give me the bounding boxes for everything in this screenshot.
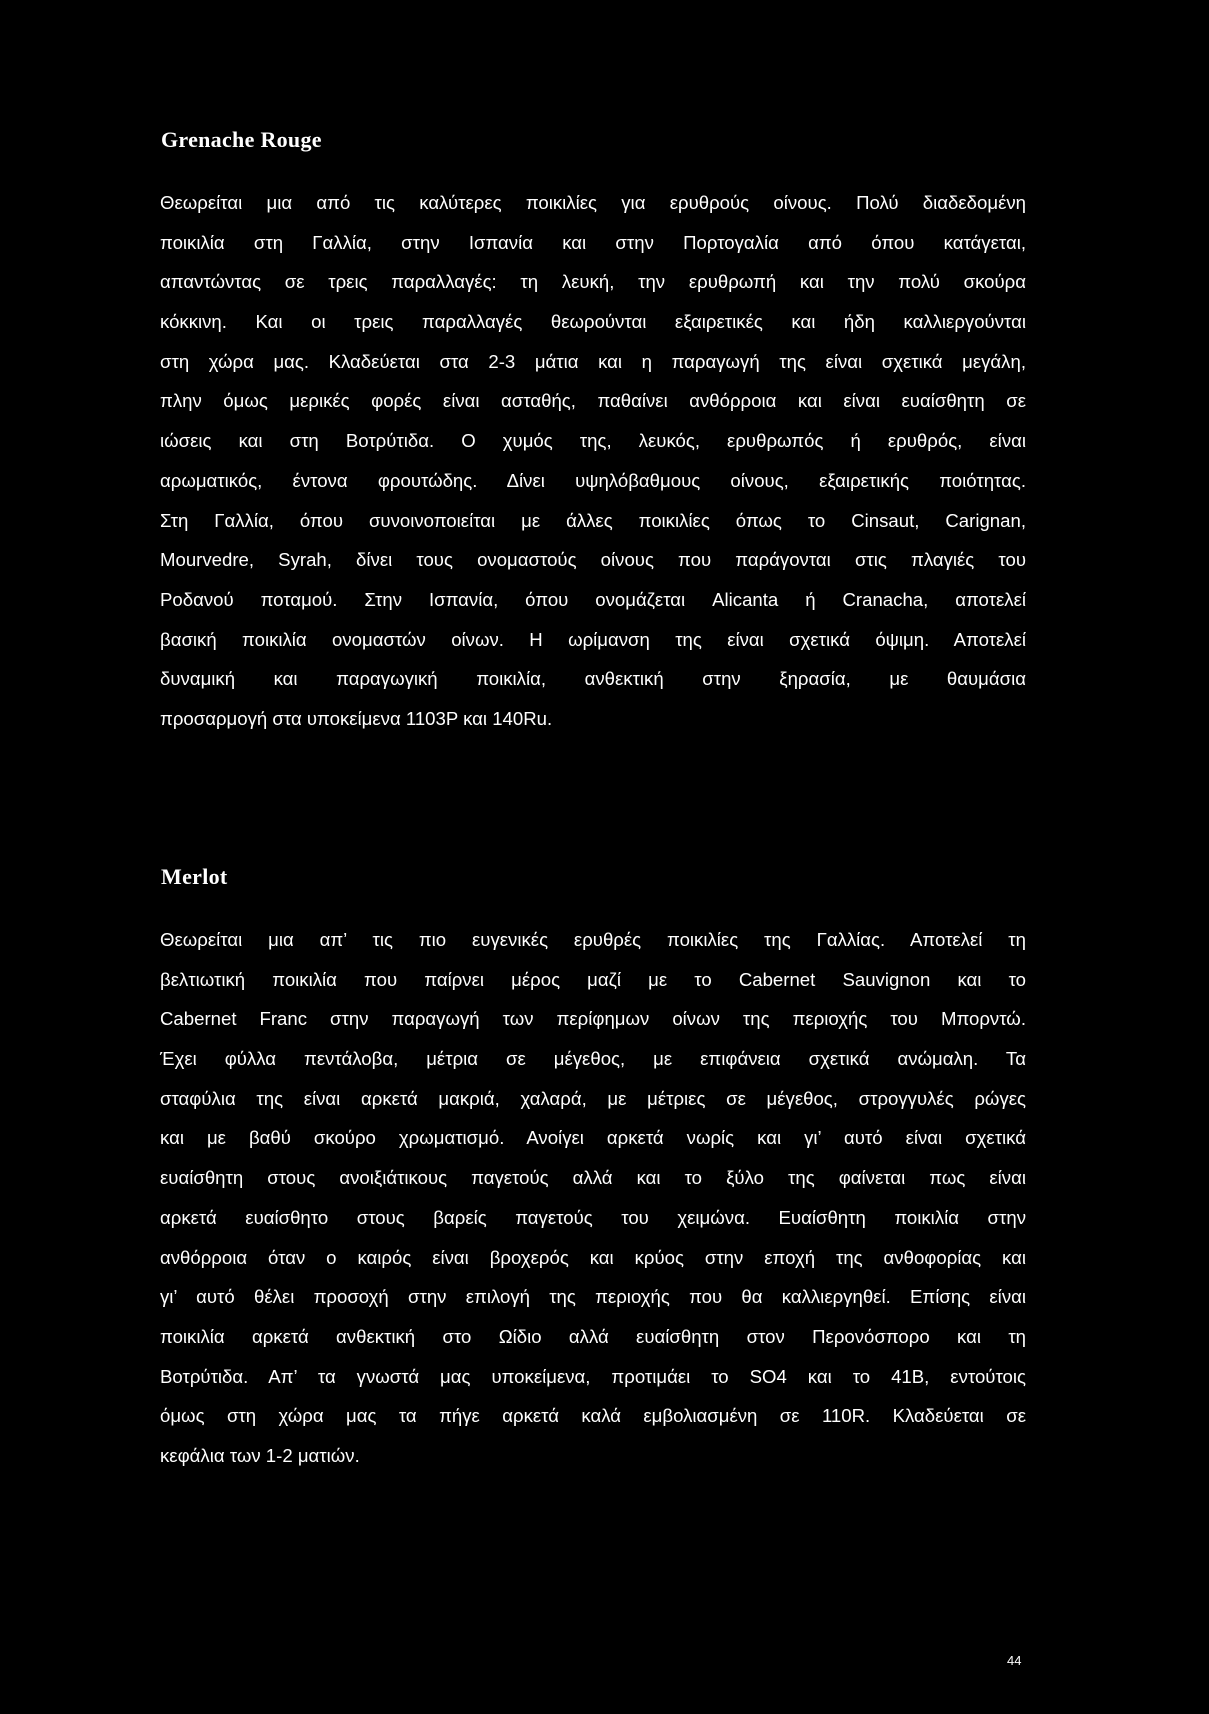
text-line: Έχει φύλλα πεντάλοβα, μέτρια σε μέγεθος, με επιφάνεια σχετικά ανώμαλη. Τα [160, 1048, 1026, 1070]
text-line: αρωματικός, έντονα φρουτώδης. Δίνει υψηλόβαθμους οίνους, εξαιρετικής ποιότητας. [160, 469, 1026, 491]
page-number: 44 [1007, 1653, 1022, 1668]
text-line: σταφύλια της είναι αρκετά μακριά, χαλαρά, με μέτριες σε μέγεθος, στρογγυλές ρώγες [160, 1087, 1026, 1109]
text-line: κεφάλια των 1-2 ματιών. [160, 1444, 360, 1466]
text-line: στη χώρα μας. Κλαδεύεται στα 2-3 μάτια και η παραγωγή της είναι σχετικά μεγάλη, [160, 350, 1026, 372]
text-line: Ροδανού ποταμού. Στην Ισπανία, όπου ονομάζεται Alicanta ή Cranacha, αποτελεί [160, 588, 1026, 610]
text-line: δυναμική και παραγωγική ποικιλία, ανθεκτική στην ξηρασία, με θαυμάσια [160, 668, 1026, 690]
text-line: κόκκινη. Και οι τρεις παραλλαγές θεωρούνται εξαιρετικές και ήδη καλλιεργούνται [160, 311, 1026, 333]
text-line: προσαρμογή στα υποκείμενα 1103P και 140Ru. [160, 707, 553, 729]
section-title-grenache: Grenache Rouge [161, 127, 322, 152]
text-line: αρκετά ευαίσθητο στους βαρείς παγετούς του χειμώνα. Ευαίσθητη ποικιλία στην [160, 1206, 1026, 1228]
text-line: πλην όμως μερικές φορές είναι ασταθής, παθαίνει ανθόρροια και είναι ευαίσθητη σε [160, 390, 1026, 412]
text-line: ποικιλία αρκετά ανθεκτική στο Ωίδιο αλλά ευαίσθητη στον Περονόσπορο και τη [160, 1325, 1026, 1347]
text-line: ιώσεις και στη Βοτρύτιδα. Ο χυμός της, λευκός, ερυθρωπός ή ερυθρός, είναι [160, 430, 1026, 452]
text-line: Θεωρείται μια απ’ τις πιο ευγενικές ερυθρές ποικιλίες της Γαλλίας. Αποτελεί τη [160, 929, 1026, 950]
text-line: Βοτρύτιδα. Απ’ τα γνωστά μας υποκείμενα, προτιμάει το SO4 και το 41B, εντούτοις [160, 1365, 1026, 1387]
text-line: και με βαθύ σκούρο χρωματισμό. Ανοίγει αρκετά νωρίς και γι’ αυτό είναι σχετικά [160, 1127, 1026, 1149]
text-line: Cabernet Franc στην παραγωγή των περίφημων οίνων της περιοχής του Μπορντώ. [160, 1008, 1026, 1030]
text-line: όμως στη χώρα μας τα πήγε αρκετά καλά εμβολιασμένη σε 110R. Κλαδεύεται σε [160, 1405, 1026, 1427]
text-line: βελτιωτική ποικιλία που παίρνει μέρος μαζί με το Cabernet Sauvignon και το [160, 968, 1026, 990]
section-title-merlot: Merlot [161, 864, 228, 889]
text-line: Mourvedre, Syrah, δίνει τους ονομαστούς οίνους που παράγονται στις πλαγιές του [160, 549, 1026, 571]
text-line: ευαίσθητη στους ανοιξιάτικους παγετούς αλλά και το ξύλο της φαίνεται πως είναι [160, 1167, 1026, 1189]
text-line: βασική ποικιλία ονομαστών οίνων. Η ωρίμανση της είναι σχετικά όψιμη. Αποτελεί [160, 628, 1026, 650]
paragraph-grenache [160, 183, 1026, 739]
text-line: ανθόρροια όταν ο καιρός είναι βροχερός και κρύος στην εποχή της ανθοφορίας και [160, 1246, 1026, 1268]
paragraph-merlot [160, 920, 1026, 1476]
text-line: Θεωρείται μια από τις καλύτερες ποικιλίες για ερυθρούς οίνους. Πολύ διαδεδομένη [160, 192, 1026, 213]
text-line: απαντώντας σε τρεις παραλλαγές: τη λευκή, την ερυθρωπή και την πολύ σκούρα [160, 271, 1026, 293]
text-line: γι’ αυτό θέλει προσοχή στην επιλογή της περιοχής που θα καλλιεργηθεί. Επίσης είναι [160, 1286, 1026, 1308]
text-line: Στη Γαλλία, όπου συνοινοποιείται με άλλες ποικιλίες όπως το Cinsaut, Carignan, [160, 509, 1026, 531]
text-line: ποικιλία στη Γαλλία, στην Ισπανία και στην Πορτογαλία από όπου κατάγεται, [160, 231, 1026, 253]
